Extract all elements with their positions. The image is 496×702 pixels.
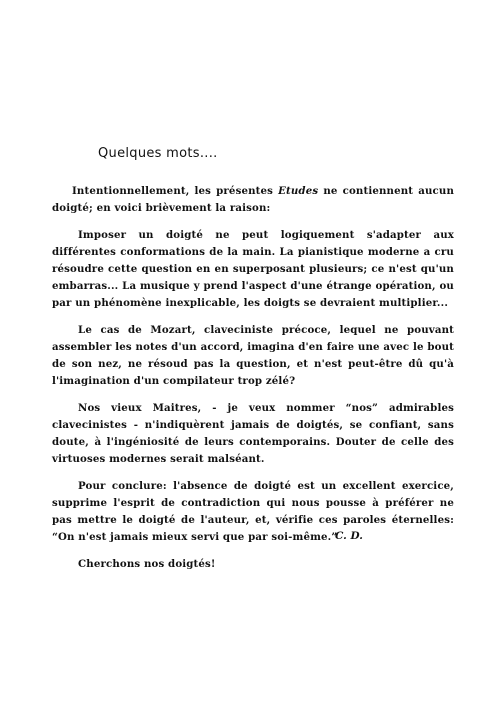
intro-paragraph <box>52 183 454 217</box>
paragraph-masters: Nos vieux Maitres, - je veux nommer “nos” admirables clavecinistes - n'indiquèrent jamais de doigtés, se confiant, sans doute, à l'ingéniosité de leurs contemporains. Douter de celle des virtuoses modernes serait malséant. <box>52 402 454 465</box>
signature: C. D. <box>335 530 363 542</box>
paragraph-conclusion: Pour conclure: l'absence de doigté est un excellent exercice, supprime l'esprit de contradiction qui nous pousse à préférer ne pas mettre le doigté de l'auteur, et, vérifie ces paroles éternelles: “On n'est jamais mieux servi que par soi-même.” <box>52 480 454 543</box>
body-text <box>52 183 454 573</box>
page-heading: Quelques mots.... <box>98 146 218 161</box>
intro-text-start: Intentionnellement, les présentes <box>72 185 279 197</box>
intro-text-end: ne contiennent aucun doigté; en voici brièvement la raison: <box>52 185 454 214</box>
paragraph-closing: Cherchons nos doigtés! <box>78 558 216 570</box>
etudes-word: Etudes <box>278 185 319 197</box>
paragraph-fingering: Imposer un doigté ne peut logiquement s'adapter aux différentes conformations de la main. La pianistique moderne a cru résoudre cette question en en superposant plusieurs; ce n'est qu'un embarras... La musique y prend l'aspect d'une étrange opération, ou par un phénomène inexplicable, les doigts se devraient multiplier... <box>52 229 454 309</box>
paragraph-mozart: Le cas de Mozart, claveciniste précoce, lequel ne pouvant assembler les notes d'un accord, imagina d'en faire une avec le bout de son nez, ne résoud pas la question, et n'est peut-être dû qu'à l'imagination d'un compilateur trop zélé? <box>52 324 454 387</box>
